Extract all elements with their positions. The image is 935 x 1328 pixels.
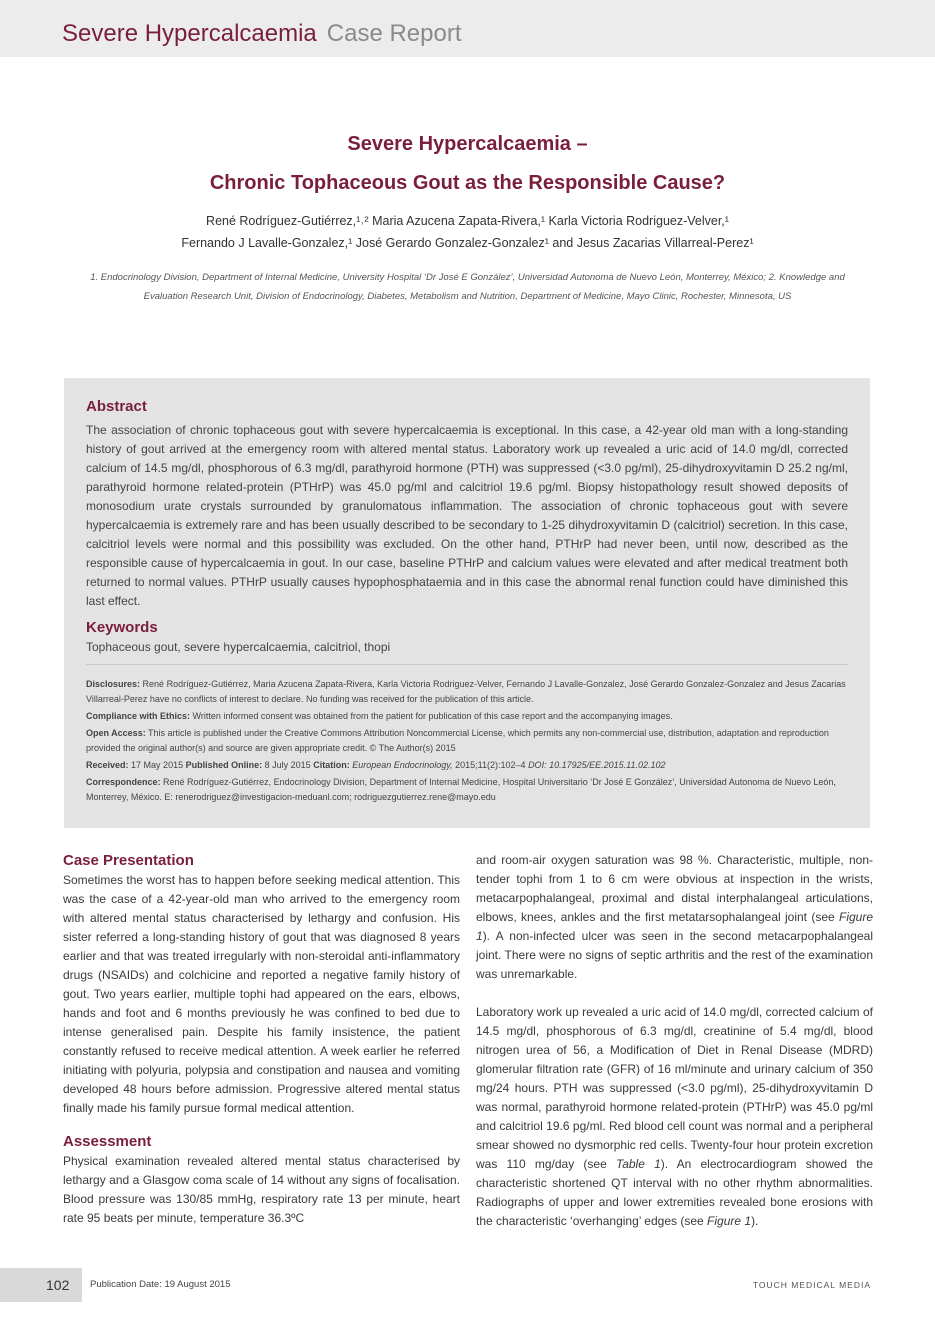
- case-presentation-heading: Case Presentation: [63, 852, 194, 869]
- received-date: 17 May 2015: [131, 760, 184, 770]
- running-header: [0, 0, 935, 57]
- examination-text-a: and room-air oxygen saturation was 98 %. Characteristic, multiple, non-tender tophi from 1 to 6 cm were obvious at inspection in the wrists, metacarpophalangeal, proximal and distal interphalangeal articulations, elbows, knees, ankles and the first metatarsophalangeal joint (see: [476, 853, 873, 924]
- page-number-tab: [0, 1268, 82, 1302]
- affiliations: 1. Endocrinology Division, Department of Internal Medicine, University Hospital ‘Dr José E González’, Universidad Autonoma de Nuevo León, Monterrey, México; 2. Knowledge and Evaluation Research Unit, Division of Endocrinology, Diabetes, Metabolism and Nutrition, Department of Medicine, Mayo Clinic, Rochester, Minnesota, US: [90, 272, 845, 302]
- header-title-text: Severe Hypercalcaemia: [62, 20, 317, 47]
- citation-label: Citation:: [313, 760, 350, 770]
- ethics-text: Written informed consent was obtained from the patient for publication of this case report and the accompanying images.: [192, 711, 673, 721]
- article-title-line2: Chronic Tophaceous Gout as the Responsible Cause?: [209, 172, 726, 194]
- author-list: [0, 210, 935, 254]
- abstract-divider: [86, 664, 848, 665]
- disclosures: [86, 677, 848, 707]
- ethics: [86, 709, 848, 724]
- doi-link[interactable]: DOI: 10.17925/EE.2015.11.02.102: [528, 760, 666, 770]
- published-label: Published Online:: [185, 760, 263, 770]
- table-1-reference[interactable]: Table 1: [615, 1157, 661, 1171]
- publisher-name: TOUCH MEDICAL MEDIA: [752, 1280, 871, 1290]
- laboratory-text-a: Laboratory work up revealed a uric acid of 14.0 mg/dl, corrected calcium of 14.5 mg/dl, phosphorous of 6.3 mg/dl, creatinine of 5.4 mg/dl, blood nitrogen urea of 56, a Modification of Diet in Renal Disease (MDRD) glomerular filtration rate (GFR) of 16 ml/minute and urinary calcium of 350 mg/24 hours. PTH was suppressed (<3.0 pg/ml), 25-dihydroxyvitamin D was normal, parathyroid hormone related-protein (PTHrP) was 45.0 pg/ml and calcitriol 19.6 pg/ml. Red blood cell count was normal and a peripheral smear showed no dysmorphic red cells. Twenty-four hour protein excretion was 110 mg/day (see: [476, 1005, 873, 1171]
- article-notes: [86, 677, 848, 805]
- abstract-box: [64, 378, 870, 828]
- assessment-heading: Assessment: [63, 1133, 152, 1150]
- correspondence-text: René Rodríguez-Gutiérrez, Endocrinology Division, Department of Internal Medicine, Hospital Universitario ‘Dr José E González’, Universidad Autonoma de Nuevo León, Monterrey, México. E: renerodriguez@investigacion-meduanl.com; rodriguezgutierrez.rene@mayo.edu: [86, 777, 836, 802]
- examination-text-b: ). A non-infected ulcer was seen in the second metacarpophalangeal joint. There were no signs of septic arthritis and the rest of the examination was unremarkable.: [476, 929, 873, 981]
- keywords-text: Tophaceous gout, severe hypercalcaemia, calcitriol, thopi: [86, 640, 391, 654]
- figure-1-reference[interactable]: Figure 1: [476, 910, 873, 943]
- article-title-line1: Severe Hypercalcaemia –: [347, 133, 588, 155]
- left-column: [63, 851, 460, 1228]
- received-line: [86, 758, 848, 773]
- laboratory-text-c: ).: [751, 1214, 759, 1228]
- open-access-label: Open Access:: [86, 728, 146, 738]
- authors-line2: Fernando J Lavalle-Gonzalez,¹ José Gerardo Gonzalez-Gonzalez¹ and Jesus Zacarias Villarreal-Perez¹: [181, 236, 754, 250]
- published-date: 8 July 2015: [264, 760, 311, 770]
- keywords-heading: Keywords: [86, 619, 158, 636]
- running-header-title: [62, 20, 462, 48]
- publication-date: Publication Date: 19 August 2015: [90, 1279, 231, 1290]
- disclosures-text: René Rodríguez-Gutiérrez, Maria Azucena Zapata-Rivera, Karla Victoria Rodriguez-Velver, Fernando J Lavalle-Gonzalez, José Gerardo Gonzalez-Gonzalez and Jesus Zacarias Villarreal-Perez have no conflicts of interest to declare. No funding was received for the publication of this article.: [86, 679, 846, 704]
- laboratory-paragraph: [476, 1003, 873, 1231]
- header-subtitle-text: Case Report: [326, 20, 462, 47]
- page-number: 102: [46, 1277, 70, 1293]
- citation-journal: European Endocrinology,: [352, 760, 453, 770]
- examination-paragraph: [476, 851, 873, 984]
- assessment-text: Physical examination revealed altered mental status characterised by lethargy and a Glasgow coma scale of 14 without any signs of focalisation. Blood pressure was 130/85 mmHg, respiratory rate 13 per minute, heart rate 95 beats per minute, temperature 36.3ºC: [63, 1154, 460, 1225]
- correspondence: [86, 775, 848, 805]
- correspondence-label: Correspondence:: [86, 777, 161, 787]
- case-presentation-text: Sometimes the worst has to happen before seeking medical attention. This was the case of a 42-year-old man who arrived to the emergency room with altered mental status characterised by lethargy and confusion. His sister referred a long-standing history of gout that was diagnosed 8 years earlier and that was treated irregularly with non-steroidal anti-inflammatory drugs (NSAIDs) and colchicine and reported a negative family history of gout. Two years earlier, multiple tophi had appeared on the ears, elbows, hands and foot and 6 months previously he was confined to bed due to intense generalised pain. Despite his family insistence, the patient constantly refused to receive medical attention. A week earlier he referred initiating with polyuria, polypsia and constipation and nausea and vomiting developed 48 hours before admission. Progressive altered mental status finally made his family pursue formal medical attention.: [63, 873, 460, 1115]
- abstract-text: The association of chronic tophaceous gout with severe hypercalcaemia is exceptional. In this case, a 42-year old man with a long-standing history of gout arrived at the emergency room with altered mental status. Laboratory work up revealed a uric acid of 14.0 mg/dl, corrected calcium of 14.5 mg/dl, phosphorous of 6.3 mg/dl, parathyroid hormone (PTH) was suppressed (<3.0 pg/ml), 25-dihydroxyvitamin D 25.2 ng/ml, parathyroid hormone related-protein (PTHrP) was 45.0 pg/ml and calcitriol 19.6 pg/ml. Biopsy histopathology result showed deposits of monosodium urate crystals surrounded by granulomatous inflammation. The association of chronic tophaceous gout with severe hypercalcaemia is extremely rare and has been usually described to be secondary to 1-25 dihydroxyvitamin D (calcitriol) secretion. In this case, calcitriol levels were normal and this possibility was excluded. On the other hand, PTHrP had never been, until now, described as the responsible cause of hypercalcaemia in gout. In our case, baseline PTHrP and calcium values were elevated and after medical treatment both returned to normal values. PTHrP usually causes hypophosphataemia and in this case the abnormal renal function could have diminished this last effect.: [86, 423, 848, 608]
- ethics-label: Compliance with Ethics:: [86, 711, 191, 721]
- figure-1-reference-second[interactable]: Figure 1: [707, 1214, 752, 1228]
- authors-line1: René Rodríguez-Gutiérrez,¹˒² Maria Azucena Zapata-Rivera,¹ Karla Victoria Rodriguez-Velver,¹: [206, 214, 729, 228]
- disclosures-label: Disclosures:: [86, 679, 141, 689]
- right-column: [476, 851, 873, 1231]
- citation-ref: 2015;11(2):102–4: [455, 760, 526, 770]
- abstract-heading: Abstract: [86, 398, 147, 415]
- laboratory-text-b: ). An electrocardiogram showed the characteristic shortened QT interval with no other rhythm abnormalities. Radiographs of upper and lower extremities revealed bone erosions with the characteristic ‘overhanging’ edges (see: [476, 1157, 873, 1228]
- received-label: Received:: [86, 760, 129, 770]
- open-access: [86, 726, 848, 756]
- open-access-text: This article is published under the Creative Commons Attribution Noncommercial License, which permits any non-commercial use, distribution, adaptation and reproduction provided the original author(s) and source are given appropriate credit. © The Author(s) 2015: [86, 728, 829, 753]
